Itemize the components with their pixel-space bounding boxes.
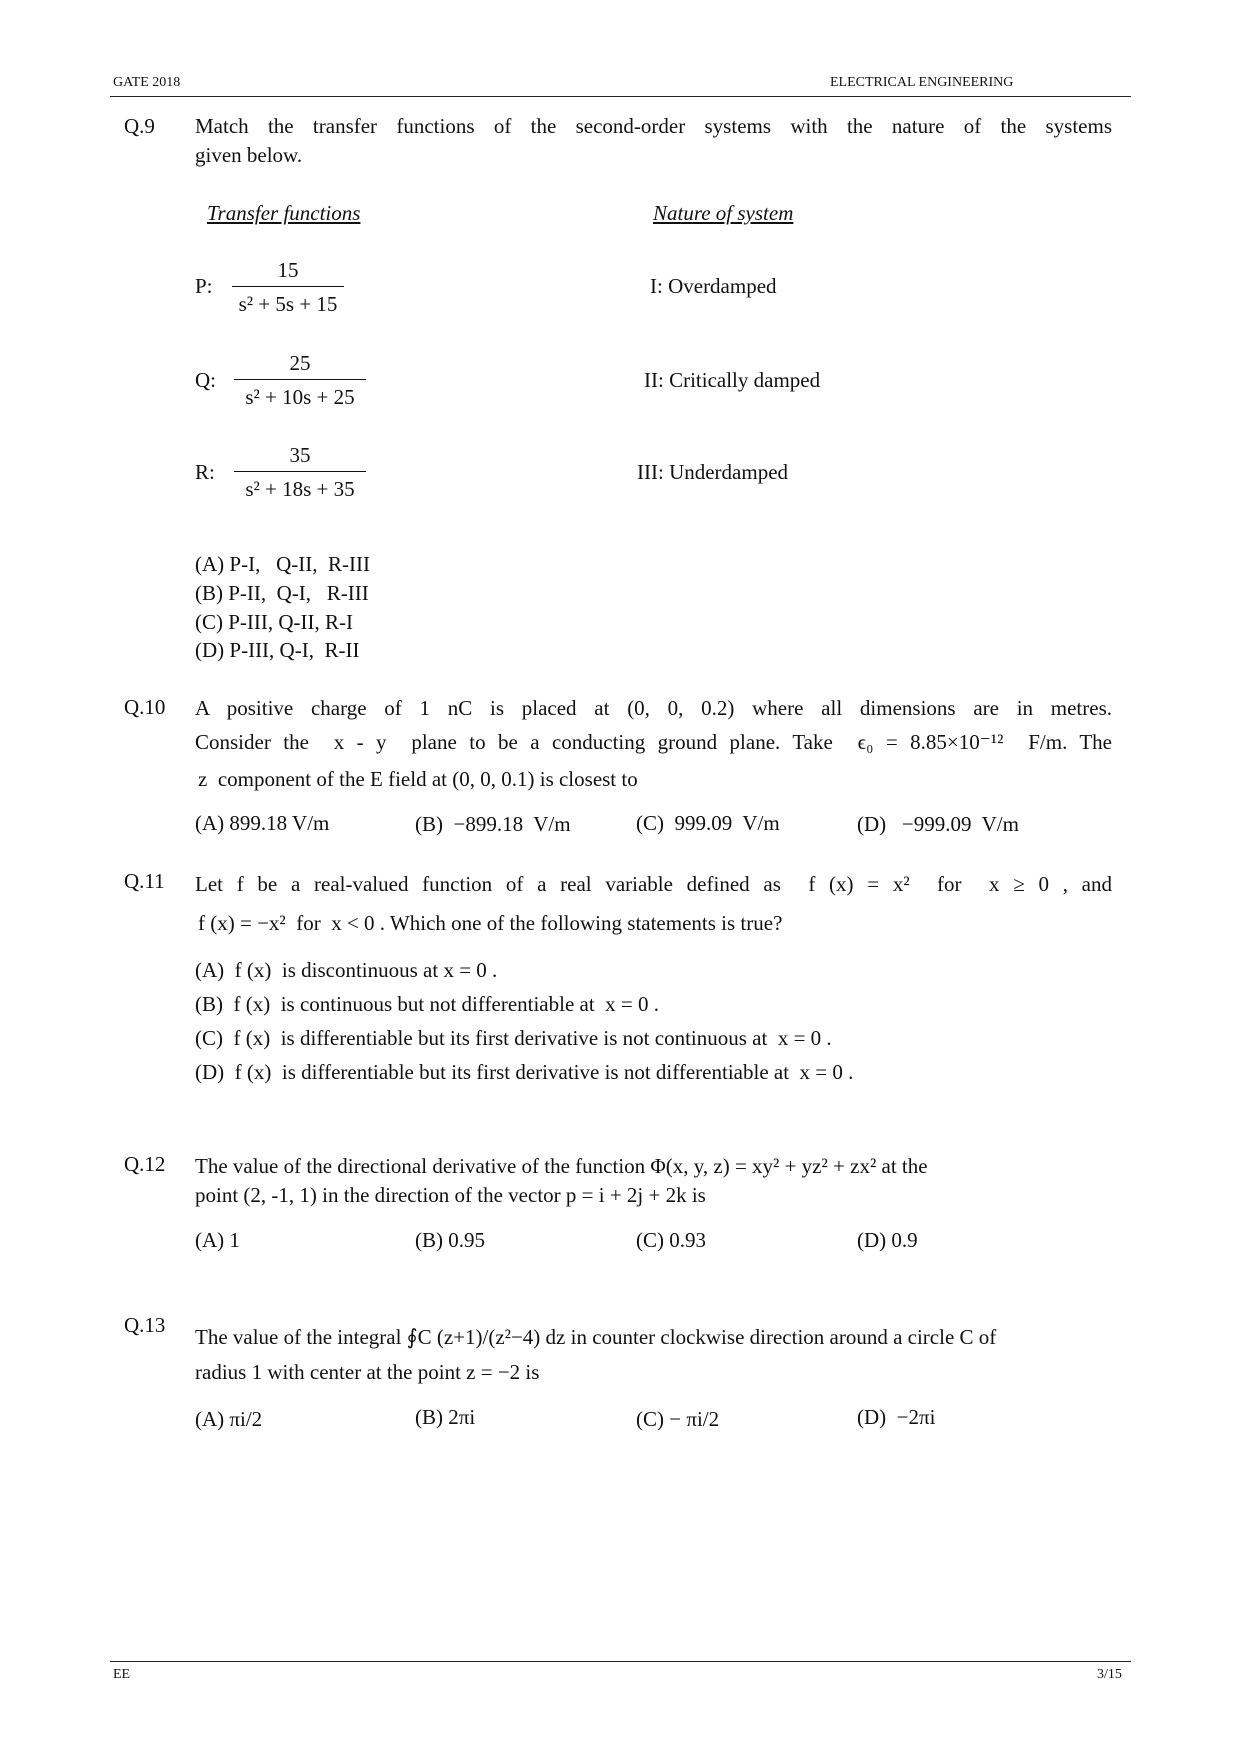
q9-option-d[interactable]: (D) P-III, Q-I, R-II (195, 638, 360, 662)
header-left: GATE 2018 (113, 75, 181, 90)
q9-nature-1: I: Overdamped (650, 274, 777, 298)
q10-option-b[interactable]: (B) −899.18 V/m (415, 812, 571, 836)
q9-p-fraction (232, 256, 344, 318)
q9-q-fraction-bar (234, 379, 366, 380)
q12-option-a[interactable]: (A) 1 (195, 1228, 240, 1252)
q12-option-d[interactable]: (D) 0.9 (857, 1228, 918, 1252)
q11-option-a[interactable]: (A) f (x) is discontinuous at x = 0 . (195, 958, 498, 982)
q9-r-label: R: (195, 460, 215, 484)
q9-option-b[interactable]: (B) P-II, Q-I, R-III (195, 581, 369, 605)
q9-number: Q.9 (124, 114, 155, 138)
q13-option-d[interactable]: (D) −2πi (857, 1405, 936, 1429)
q9-p-denominator: s² + 5s + 15 (238, 292, 338, 316)
footer-right: 3/15 (1097, 1667, 1122, 1682)
q9-q-fraction (234, 349, 366, 411)
q11-option-b[interactable]: (B) f (x) is continuous but not differentiable at x = 0 . (195, 992, 660, 1016)
q11-line2: f (x) = −x² for x < 0 . Which one of the following statements is true? (198, 911, 783, 935)
q13-number: Q.13 (124, 1313, 166, 1337)
q10-line3: z component of the E field at (0, 0, 0.1) is closest to (198, 767, 638, 791)
q11-number: Q.11 (124, 869, 165, 893)
q9-line1: Match the transfer functions of the second-order systems with the nature of the systems (195, 114, 1112, 138)
q9-line2: given below. (195, 143, 303, 167)
footer-rule (110, 1661, 1131, 1662)
q9-option-a[interactable]: (A) P-I, Q-II, R-III (195, 552, 370, 576)
q9-r-denominator: s² + 18s + 35 (245, 477, 355, 501)
q13-option-b[interactable]: (B) 2πi (415, 1405, 476, 1429)
q9-q-numerator: 25 (289, 351, 311, 375)
q9-col-right-heading: Nature of system (653, 201, 794, 225)
q9-option-c[interactable]: (C) P-III, Q-II, R-I (195, 610, 354, 634)
q10-option-d[interactable]: (D) −999.09 V/m (857, 812, 1019, 836)
q13-line1: The value of the integral ∮C (z+1)/(z²−4) dz in counter clockwise direction around a circle C of (195, 1325, 997, 1349)
q12-option-b[interactable]: (B) 0.95 (415, 1228, 485, 1252)
q10-option-a[interactable]: (A) 899.18 V/m (195, 811, 330, 835)
footer-left: EE (113, 1667, 131, 1682)
q9-nature-2: II: Critically damped (644, 368, 821, 392)
q9-p-numerator: 15 (277, 258, 299, 282)
q12-number: Q.12 (124, 1152, 166, 1176)
q11-option-d[interactable]: (D) f (x) is differentiable but its first derivative is not differentiable at x = 0 . (195, 1060, 854, 1084)
q11-option-c[interactable]: (C) f (x) is differentiable but its first derivative is not continuous at x = 0 . (195, 1026, 832, 1050)
q9-nature-3: III: Underdamped (637, 460, 789, 484)
q11-line1: Let f be a real-valued function of a real variable defined as f (x) = x² for x ≥ 0 , and (195, 872, 1112, 896)
q9-p-label: P: (195, 274, 213, 298)
q10-number: Q.10 (124, 695, 166, 719)
q9-q-denominator: s² + 10s + 25 (245, 385, 355, 409)
q9-p-fraction-bar (232, 286, 344, 287)
q13-option-c[interactable]: (C) − πi/2 (636, 1407, 720, 1431)
header-right: ELECTRICAL ENGINEERING (830, 75, 1014, 90)
q12-line2: point (2, -1, 1) in the direction of the vector p = i + 2j + 2k is (195, 1183, 706, 1207)
q9-q-label: Q: (195, 368, 216, 392)
q9-r-fraction (234, 441, 366, 503)
q9-r-fraction-bar (234, 471, 366, 472)
q12-line1: The value of the directional derivative of the function Φ(x, y, z) = xy² + yz² + zx² at the (195, 1154, 928, 1178)
q13-option-a[interactable]: (A) πi/2 (195, 1407, 263, 1431)
q13-line2: radius 1 with center at the point z = −2 is (195, 1360, 540, 1384)
q9-r-numerator: 35 (289, 443, 311, 467)
q9-col-left-heading: Transfer functions (207, 201, 361, 225)
q10-option-c[interactable]: (C) 999.09 V/m (636, 811, 780, 835)
q10-line2: Consider the x - y plane to be a conducting ground plane. Take ϵ₀ = 8.85×10⁻¹² F/m. The (195, 730, 1112, 754)
q12-option-c[interactable]: (C) 0.93 (636, 1228, 706, 1252)
q10-line1: A positive charge of 1 nC is placed at (0, 0, 0.2) where all dimensions are in metres. (195, 696, 1112, 720)
header-rule (110, 96, 1131, 97)
